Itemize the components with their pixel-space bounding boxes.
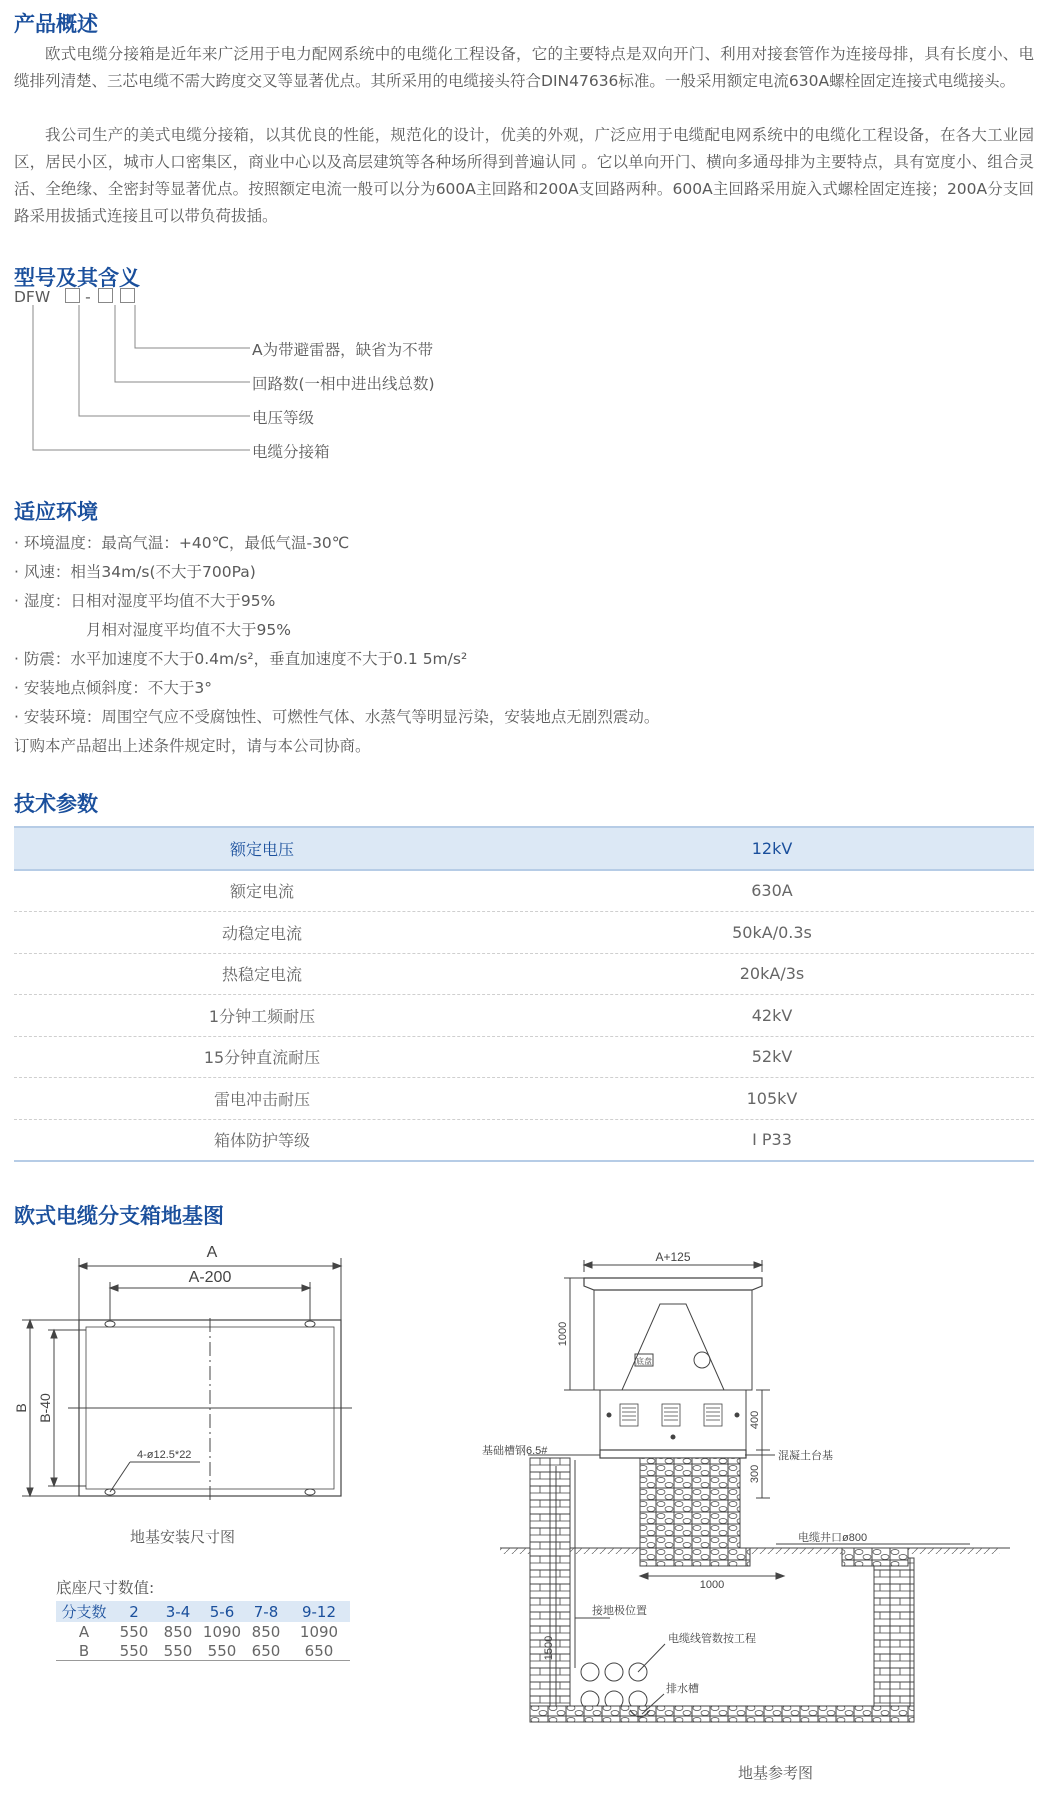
drain-label: 排水槽 bbox=[666, 1683, 699, 1695]
dim-b40-label: B-40 bbox=[37, 1393, 53, 1423]
env-installation: · 安装环境：周围空气应不受腐蚀性、可燃性气体、水蒸气等明显污染，安装地点无剧烈震动。 bbox=[14, 708, 660, 726]
param-value: 630A bbox=[510, 870, 1034, 912]
table-cell: 650 bbox=[288, 1641, 350, 1661]
param-name: 1分钟工频耐压 bbox=[14, 995, 510, 1037]
overview-paragraph-1: 欧式电缆分接箱是近年来广泛用于电力配网系统中的电缆化工程设备，它的主要特点是双向开门、利用对接套管作为连接母排，具有长度小、电缆排列清楚、三芯电缆不需大跨度交叉等显著优点。其所采用的电缆接头符合DIN47636标准。一般采用额定电流630A螺栓固定连接式电缆接头。 bbox=[14, 45, 1034, 90]
well-label: 电缆井口ø800 bbox=[798, 1532, 868, 1544]
header-cell: 9-12 bbox=[288, 1601, 350, 1622]
table-cell: 550 bbox=[156, 1641, 200, 1661]
lock-icon bbox=[694, 1352, 710, 1368]
legend-voltage: 电压等级 bbox=[252, 409, 315, 427]
legend-circuits: 回路数(一相中进出线总数) bbox=[252, 375, 435, 393]
dim-1000h-label: 1000 bbox=[699, 1579, 725, 1591]
model-title: 型号及其含义 bbox=[14, 266, 140, 290]
dim-a-label: A bbox=[206, 1244, 218, 1261]
table-cell: 650 bbox=[244, 1641, 288, 1661]
row-label: A bbox=[78, 1622, 90, 1641]
foundation-title: 欧式电缆分支箱地基图 bbox=[14, 1204, 224, 1228]
table-row bbox=[56, 1622, 350, 1641]
base-table-title: 底座尺寸数值: bbox=[56, 1579, 155, 1597]
param-name: 热稳定电流 bbox=[14, 953, 510, 995]
table-cell: 1090 bbox=[202, 1622, 242, 1641]
dim-top-label: A+125 bbox=[655, 1250, 691, 1264]
installation-dimension-drawing bbox=[0, 1240, 380, 1520]
tech-table bbox=[14, 826, 1034, 1162]
param-name: 额定电流 bbox=[14, 870, 510, 912]
foundation-reference-drawing bbox=[482, 1248, 1050, 1718]
dim-300-label: 300 bbox=[749, 1464, 761, 1484]
param-value: 105kV bbox=[510, 1078, 1034, 1120]
dim-a200-label: A-200 bbox=[188, 1269, 232, 1286]
overview-title: 产品概述 bbox=[14, 12, 98, 36]
dim-1000v-label: 1000 bbox=[557, 1321, 569, 1347]
cable-conduits bbox=[581, 1663, 647, 1709]
model-dash: - bbox=[85, 288, 91, 306]
table-row bbox=[14, 870, 1034, 912]
steel-label: 基础槽钢6.5# bbox=[482, 1445, 548, 1457]
environment-title: 适应环境 bbox=[14, 500, 98, 524]
param-value: 42kV bbox=[510, 995, 1034, 1037]
env-humidity-month: 月相对湿度平均值不大于95% bbox=[86, 621, 291, 639]
holes-label: 4-ø12.5*22 bbox=[137, 1449, 192, 1461]
table-cell: 850 bbox=[163, 1622, 193, 1641]
concrete-label: 混凝土台基 bbox=[778, 1450, 833, 1462]
table-row bbox=[14, 1036, 1034, 1078]
overview-paragraph-2: 我公司生产的美式电缆分接箱，以其优良的性能，规范化的设计，优美的外观，广泛应用于电缆配电网系统中的电缆化工程设备，在各大工业园区，居民小区，城市人口密集区，商业中心以及高层建筑等各种场所得到普遍认同 。它以单向开门、横向多通母排为主要特点，具有宽度小、组合灵活、全绝缘、全密封等显著优点。按照额定电流一般可以分为600A主回路和200A支回路两种。600A主回路采用旋入式螺栓固定连接；200A分支回路采用拔插式连接且可以带负荷拔插。 bbox=[14, 126, 1034, 225]
header-cell: 7-8 bbox=[244, 1601, 288, 1622]
reference-caption: 地基参考图 bbox=[738, 1764, 814, 1782]
param-name: 雷电冲击耐压 bbox=[14, 1078, 510, 1120]
legend-arrester: A为带避雷器，缺省为不带 bbox=[252, 341, 434, 359]
param-value: 20kA/3s bbox=[510, 953, 1034, 995]
header-cell: 分支数 bbox=[56, 1601, 112, 1622]
param-value: 52kV bbox=[510, 1036, 1034, 1078]
env-temperature: · 环境温度：最高气温：+40℃，最低气温-30℃ bbox=[14, 534, 350, 552]
header-cell: 5-6 bbox=[200, 1601, 244, 1622]
ground-label: 接地极位置 bbox=[592, 1605, 647, 1617]
dim-1500-label: 1500 bbox=[543, 1635, 555, 1661]
env-inclination: · 安装地点倾斜度：不大于3° bbox=[14, 679, 212, 697]
dim-400-label: 400 bbox=[749, 1410, 761, 1430]
nameplate-label: 底盘 bbox=[636, 1357, 652, 1366]
table-row bbox=[14, 827, 1034, 870]
table-cell: 850 bbox=[251, 1622, 281, 1641]
table-cell: 550 bbox=[112, 1641, 156, 1661]
table-row bbox=[14, 1119, 1034, 1161]
env-seismic: · 防震：水平加速度不大于0.4m/s²，垂直加速度不大于0.1 5m/s² bbox=[14, 650, 468, 668]
table-cell: 550 bbox=[200, 1641, 244, 1661]
param-value: 50kA/0.3s bbox=[510, 912, 1034, 954]
table-row bbox=[14, 953, 1034, 995]
base-size-table bbox=[56, 1601, 350, 1661]
table-row bbox=[14, 1078, 1034, 1120]
param-name: 额定电压 bbox=[14, 827, 510, 870]
table-row bbox=[56, 1641, 350, 1661]
model-prefix: DFW bbox=[14, 288, 51, 306]
param-value: 12kV bbox=[510, 827, 1034, 870]
param-name: 15分钟直流耐压 bbox=[14, 1036, 510, 1078]
legend-box: 电缆分接箱 bbox=[252, 443, 330, 461]
param-value: I P33 bbox=[510, 1119, 1034, 1161]
pipes-label: 电缆线管数按工程 bbox=[668, 1633, 756, 1645]
table-row bbox=[14, 995, 1034, 1037]
tech-title: 技术参数 bbox=[14, 792, 98, 816]
env-humidity-day: · 湿度：日相对湿度平均值不大于95% bbox=[14, 592, 276, 610]
model-legend-lines bbox=[0, 300, 260, 460]
header-cell: 3-4 bbox=[156, 1601, 200, 1622]
env-wind: · 风速：相当34m/s(不大于700Pa) bbox=[14, 563, 256, 581]
table-cell: 1090 bbox=[299, 1622, 339, 1641]
header-cell: 2 bbox=[112, 1601, 156, 1622]
param-name: 动稳定电流 bbox=[14, 912, 510, 954]
installation-caption: 地基安装尺寸图 bbox=[130, 1528, 236, 1546]
table-row bbox=[56, 1601, 350, 1622]
param-name: 箱体防护等级 bbox=[14, 1119, 510, 1161]
env-note: 订购本产品超出上述条件规定时，请与本公司协商。 bbox=[14, 737, 371, 755]
row-label: B bbox=[56, 1641, 112, 1661]
table-cell: 550 bbox=[119, 1622, 149, 1641]
dim-b-label: B bbox=[13, 1403, 29, 1413]
table-row bbox=[14, 912, 1034, 954]
